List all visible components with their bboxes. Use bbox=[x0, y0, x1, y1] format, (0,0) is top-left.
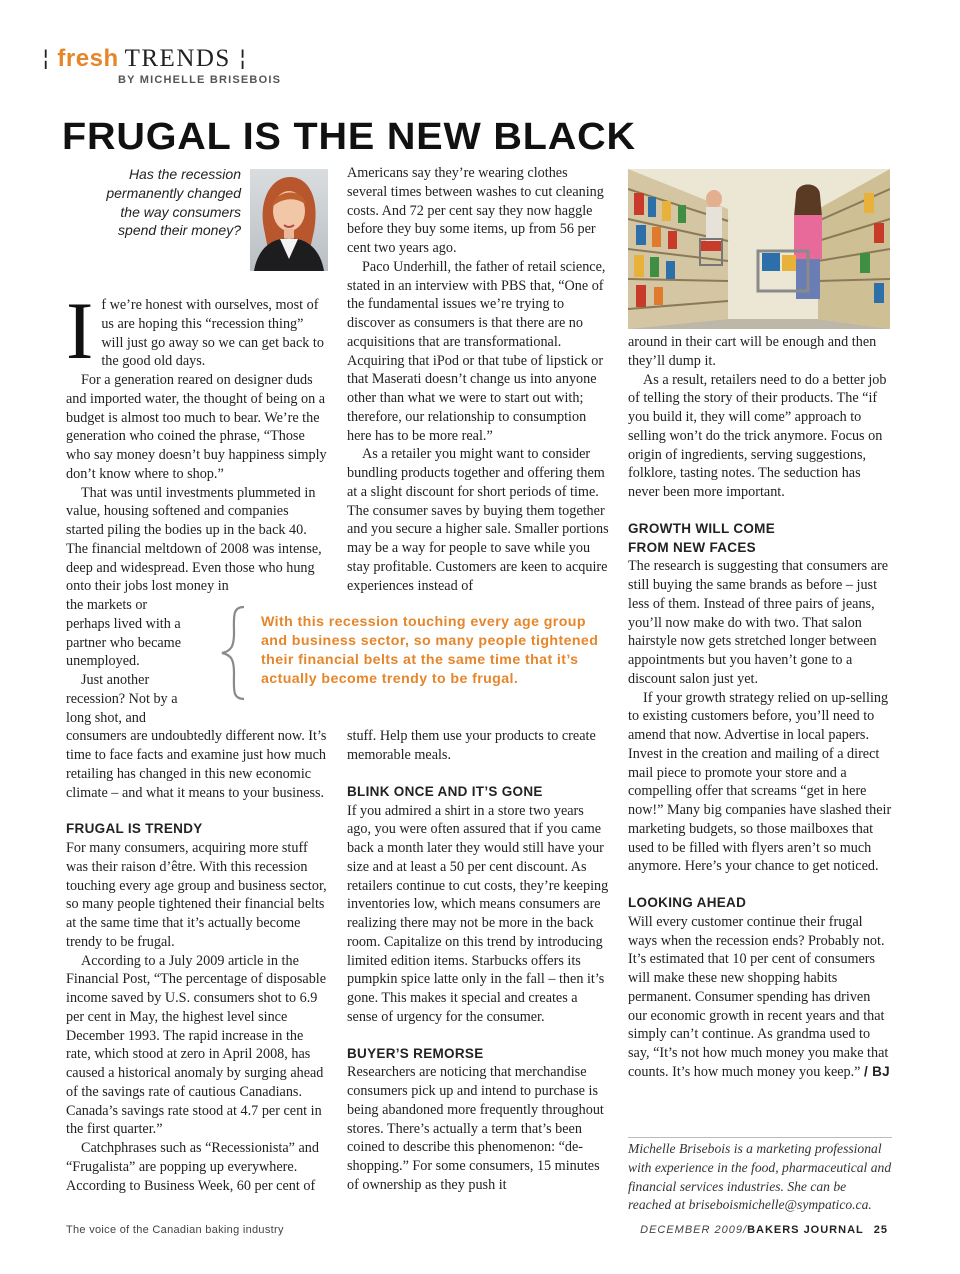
author-portrait bbox=[250, 169, 328, 271]
subheading: BUYER’S REMORSE bbox=[347, 1045, 484, 1061]
footer-publication: BAKERS JOURNAL bbox=[747, 1224, 864, 1236]
pull-quote: With this recession touching every age group and business sector, so many people tightened their financial belts at the same time that it’s actually become trendy to be frugal. bbox=[261, 614, 599, 687]
subheading: FROM NEW FACES bbox=[628, 539, 756, 555]
signoff: / BJ bbox=[864, 1063, 890, 1079]
author-bio: Michelle Brisebois is a marketing professional with experience in the food, pharmaceutical and financial services industries. She can be reached at briseboismichelle@sympatico.ca. bbox=[628, 1137, 892, 1215]
paragraph: Catchphrases such as “Recessionista” and “Frugalista” are popping up everywhere. According to Business Week, 60 per cent of bbox=[66, 1140, 319, 1194]
paragraph: According to a July 2009 article in the Financial Post, “The percentage of disposable income saved by U.S. consumers shot to 6.9 per cent in May, the highest level since December 1993. The rapid increase in the rate, which stood at zero in April 2008, has caused a historical anomaly by surging ahead of the savings rate of cautious Canadians. Canada’s savings rate stood at 4.7 per cent in the first quarter.” bbox=[66, 952, 327, 1138]
page-number: 25 bbox=[873, 1224, 888, 1236]
paragraph-text: Will every customer continue their frugal ways when the recession ends? Probably not. It’s estimated that 10 per cent of consumers will make these new shopping habits permanent. Consumer spending has driven our economic growth in recent years and that simply can’t continue. As grandma used to say, “It’s not how much money you make that counts. It’s how much money you keep.” bbox=[628, 913, 889, 1080]
article-headline: FRUGAL IS THE NEW BLACK bbox=[62, 116, 636, 158]
masthead-divider-left: ¦ bbox=[42, 46, 50, 71]
paragraph: If you admired a shirt in a store two years ago, you were often assured that if you came back a month later they would still have your size and at least a 50 per cent discount. As retailers continue to cut costs, they’re keeping inventories low, which means consumers are realizing there may not be more in the back room. Capitalize on this trend by introducing limited edition items. Starbucks offers its pumpkin spice latte only in the fall – then it’s gone. This makes it special and creates a sense of urgency for the consumer. bbox=[347, 802, 609, 1025]
paragraph: As a retailer you might want to consider bundling products together and offering them at a slight discount for short periods of time. The consumer saves by buying them together and you secure a higher sale. Smaller portions may be a way for people to save while you stay profitable. Customers are keen to acquire experiences instead of bbox=[347, 446, 609, 594]
paragraph: consumers are undoubtedly different now. It’s time to face facts and examine just how much retailing has changed in this new economic climate – and what it means to your business. bbox=[66, 728, 327, 801]
text-line: perhaps lived with a bbox=[66, 615, 181, 632]
curly-brace-icon bbox=[214, 603, 254, 703]
masthead-divider-right: ¦ bbox=[238, 46, 247, 71]
masthead-fresh: fresh bbox=[57, 45, 119, 72]
paragraph bbox=[628, 913, 892, 1082]
masthead-trends: TRENDS bbox=[124, 45, 231, 72]
supermarket-photo-image bbox=[628, 169, 890, 329]
footer-folio bbox=[640, 1224, 888, 1236]
paragraph: For a generation reared on designer duds and imported water, the thought of being on a budget is almost too much to bear. We’re the generation who coined the phrase, “Those who say money doesn’t buy happiness simply don’t know where to shop.” bbox=[66, 372, 327, 482]
paragraph: around in their cart will be enough and then they’ll dump it. bbox=[628, 334, 877, 369]
paragraph: Paco Underhill, the father of retail science, stated in an interview with PBS that, “One of the fundamental issues we’re trying to discover as consumers is that there are no acquisitions that are transformational. Acquiring that iPod or that tube of lipstick or that Maserati doesn’t change us into anyone other than what we were to start out with; therefore, our relationship to consumption here has to be more real.” bbox=[347, 258, 606, 444]
text-line: Just another bbox=[81, 672, 150, 688]
text-line: recession? Not by a bbox=[66, 690, 178, 707]
paragraph: If your growth strategy relied on up-selling to existing customers before, you’ll need to amend that now. Advertise in local papers. Invest in the creation and mailing of a direct mail piece to promote your store and a compelling offer that screams “get in here now!” Many big companies have slashed their marketing budgets, so those mailboxes that used to be filled with flyers aren’t so much anymore. Here’s your chance to get noticed. bbox=[628, 689, 892, 875]
masthead bbox=[42, 44, 246, 74]
supermarket-photo bbox=[628, 169, 890, 329]
column-3 bbox=[628, 333, 892, 1082]
text-line: partner who became bbox=[66, 634, 182, 651]
paragraph: Researchers are noticing that merchandise consumers pick up and intend to purchase is being abandoned more frequently throughout stores. There’s actually a term that’s been coined to describe this phenomenon: “de-shopping.” For some consumers, 15 minutes of ownership as they push it bbox=[347, 1064, 604, 1193]
paragraph: That was until investments plummeted in value, housing softened and companies started piling the bodies up in the back 40. The financial meltdown of 2008 was intense, deep and widespread. Even those who hung onto their jobs lost money in bbox=[66, 484, 322, 595]
subheading: BLINK ONCE AND IT’S GONE bbox=[347, 783, 543, 799]
paragraph: For many consumers, acquiring more stuff was their raison d’être. With this recession touching every age group and business sector, so many people tightened their financial belts at the same time that it’s actually become trendy to be frugal. bbox=[66, 840, 327, 950]
drop-cap: I bbox=[66, 285, 94, 376]
subheading: LOOKING AHEAD bbox=[628, 895, 747, 910]
subheading: GROWTH WILL COME bbox=[628, 520, 776, 536]
paragraph: stuff. Help them use your products to create memorable meals. bbox=[347, 728, 596, 763]
text-line: long shot, and bbox=[66, 709, 146, 726]
footer-date: DECEMBER 2009/ bbox=[640, 1224, 748, 1236]
text-line: the markets or bbox=[66, 597, 148, 613]
author-portrait-image bbox=[250, 169, 328, 271]
column-1 bbox=[66, 285, 329, 1195]
article-deck: Has the recession permanently changed the way consumers spend their money? bbox=[106, 166, 241, 239]
subheading: FRUGAL IS TRENDY bbox=[66, 821, 203, 837]
byline: BY MICHELLE BRISEBOIS bbox=[118, 74, 282, 86]
paragraph: As a result, retailers need to do a better job of telling the story of their products. The “if you build it, they will come” approach to selling won’t do the trick anymore. Focus on origin of ingredients, serving suggestions, folklore, tasting notes. The seduction has never been more important. bbox=[628, 371, 887, 500]
footer-tagline: The voice of the Canadian baking industry bbox=[66, 1224, 284, 1236]
paragraph: Americans say they’re wearing clothes several times between washes to cut cleaning costs. And 72 per cent say they now haggle before they buy some items, up from 56 per cent two years ago. bbox=[347, 165, 604, 256]
text-line: unemployed. bbox=[66, 653, 140, 670]
paragraph: The research is suggesting that consumers are still buying the same brands as before – just less of them. Instead of three pairs of jeans, you’ll now make do with two. That salon hairstyle now gets stretched longer between appointments but you haven’t gone to a discount salon just yet. bbox=[628, 558, 889, 687]
paragraph: f we’re honest with ourselves, most of us are hoping this “recession thing” will just go away so we can get back to the good old days. bbox=[101, 297, 324, 370]
